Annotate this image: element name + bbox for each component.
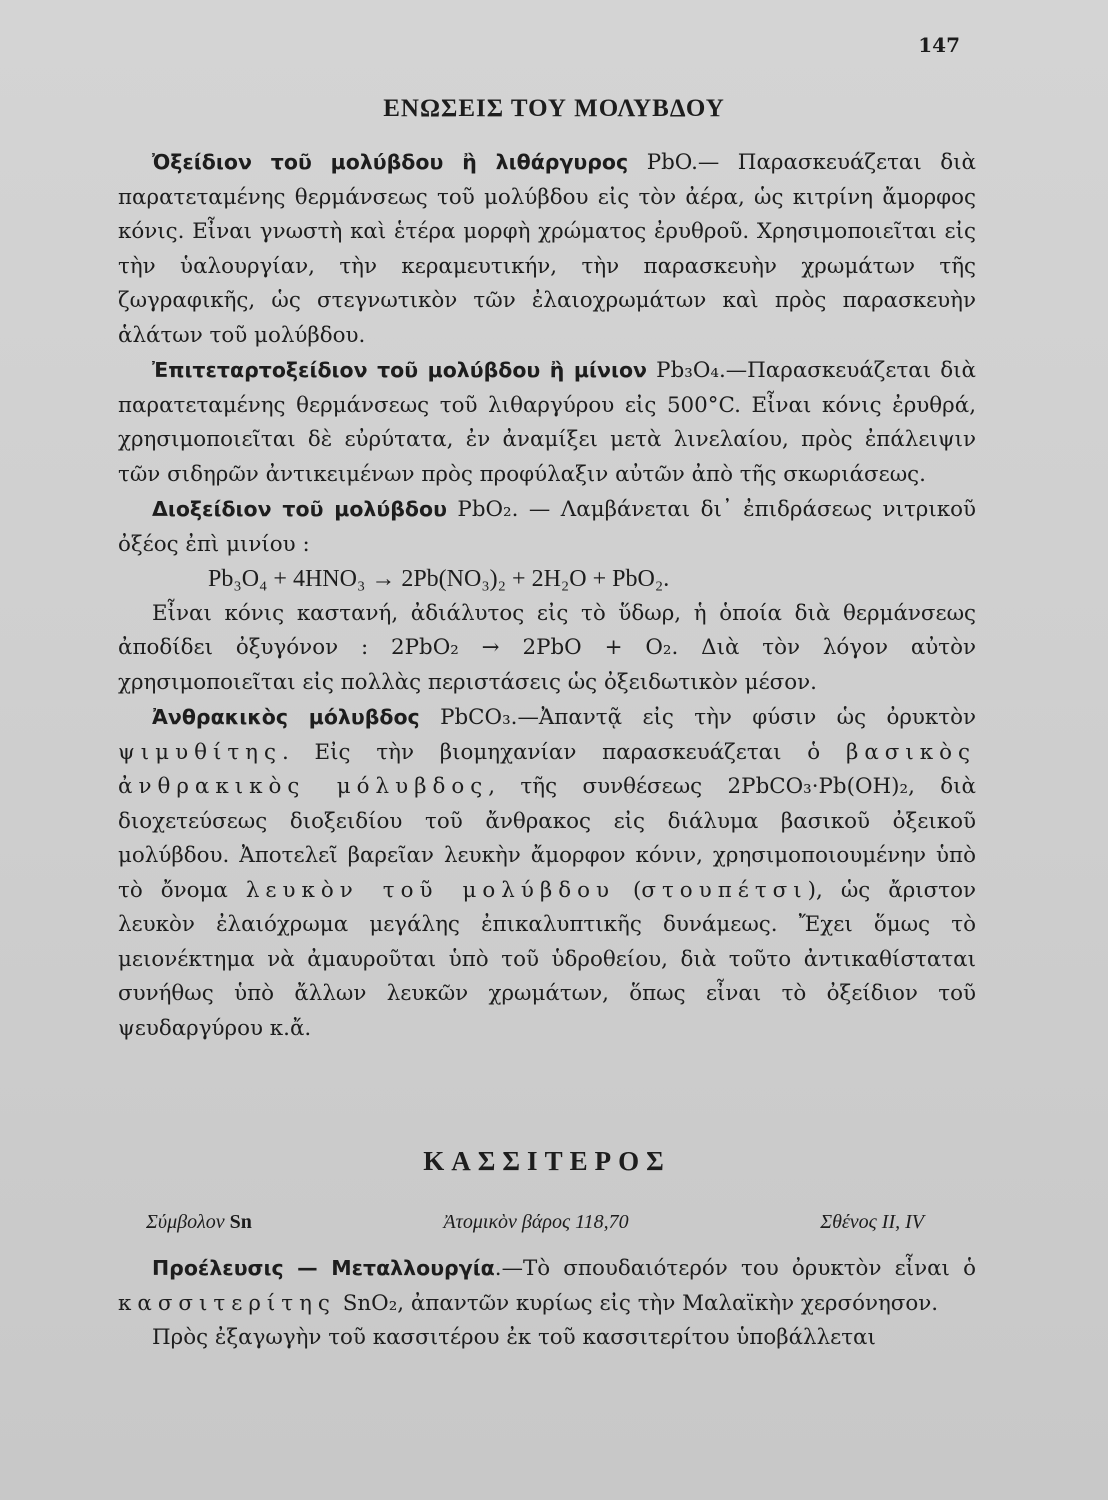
valence: Σθένος II, IV: [820, 1210, 924, 1233]
spaced-term: ψιμυθίτης: [118, 739, 282, 765]
paragraph-text: SnO₂, ἀπαντῶν κυρίως εἰς τὴν Μαλαϊκὴν χερσόνησον.: [335, 1290, 939, 1316]
page-number: 147: [918, 33, 960, 57]
paragraph-text: . Εἰς τὴν βιομηχανίαν παρασκευάζεται ὁ: [281, 739, 846, 765]
body-text: [118, 145, 976, 1046]
symbol-info: [146, 1205, 252, 1240]
paragraph-text: (: [615, 877, 642, 903]
paragraph-extraction: Πρὸς ἐξαγωγὴν τοῦ κασσιτέρου ἐκ τοῦ κασσιτερίτου ὑποβάλλεται: [152, 1325, 876, 1350]
chemical-equation: Pb₃O₄ + 4HNO₃ → 2Pb(NO₃)₂ + 2H₂O + PbO₂.: [208, 566, 670, 592]
spaced-term: λευκὸν τοῦ μολύβδου: [245, 877, 615, 903]
term-lead-carbonate: Ἀνθρακικὸς μόλυβδος: [152, 705, 420, 729]
section-heading: ΚΑΣΣΙΤΕΡΟΣ: [423, 1146, 671, 1176]
spaced-term: βασικὸς ἀνθρακικὸς μόλυβδος: [118, 739, 976, 799]
atomic-weight: Ἀτομικὸν βάρος 118,70: [443, 1210, 629, 1233]
element-properties: [118, 1205, 976, 1240]
spaced-term: κασσιτερίτης: [118, 1290, 336, 1316]
paragraph-litharge: [118, 145, 976, 353]
spaced-term: στουπέτσι: [641, 877, 808, 903]
tin-section: [118, 1144, 976, 1356]
term-origin: Προέλευσις — Μεταλλουργία: [152, 1256, 495, 1280]
symbol-value: Sn: [229, 1210, 252, 1233]
term-litharge: Ὀξείδιον τοῦ μολύβδου ἢ λιθάργυρος: [152, 150, 629, 174]
paragraph-lead-carbonate: [118, 700, 976, 1046]
paragraph-text: PbO.— Παρασκευάζεται διὰ παρατεταμένης θερμάνσεως τοῦ μολύβδου εἰς τὸν ἀέρα, ὡς κιτρίνη ἄμορφος κόνις. Εἶναι γνωστὴ καὶ ἑτέρα μορφὴ χρώματος ἐρυθροῦ. Χρησιμοποιεῖται εἰς τὴν ὑαλουργίαν, τὴν κεραμευτικήν, τὴν παρασκευὴν χρωμάτων τῆς ζωγραφικῆς, ὡς στεγνωτικὸν τῶν ἐλαιοχρωμάτων καὶ πρὸς παρασκευὴν ἁλάτων τοῦ μολύβδου.: [118, 150, 976, 348]
term-lead-dioxide: Διοξείδιον τοῦ μολύβδου: [152, 497, 447, 521]
paragraph-text: ), ὡς ἄριστον λευκὸν ἐλαιόχρωμα μεγάλης ἐπικαλυπτικῆς δυνάμεως. Ἔχει ὅμως τὸ μειονέκτημα νὰ ἀμαυροῦται ὑπὸ τοῦ ὑδροθείου, διὰ τοῦτο ἀντικαθίσταται συνήθως ὑπὸ ἄλλων λευκῶν χρωμάτων, ὅπως εἶναι τὸ ὀξείδιον τοῦ ψευδαργύρου κ.ἄ.: [118, 877, 976, 1041]
paragraph-text: PbO₂. — Λαμβάνεται δι᾽ ἐπιδράσεως νιτρικοῦ ὀξέος ἐπὶ μινίου :: [118, 497, 976, 557]
paragraph-text: PbCO₃.—Ἀπαντᾷ εἰς τὴν φύσιν ὡς ὀρυκτὸν: [419, 705, 976, 730]
paragraph-minium: [118, 353, 976, 492]
term-minium: Ἐπιτεταρτοξείδιον τοῦ μολύβδου ἢ μίνιον: [152, 358, 647, 382]
symbol-label: Σύμβολον: [146, 1210, 225, 1233]
chapter-heading: ΕΝΩΣΕΙΣ ΤΟΥ ΜΟΛΥΒΔΟΥ: [383, 95, 725, 122]
paragraph-lead-dioxide-properties: Εἶναι κόνις καστανή, ἀδιάλυτος εἰς τὸ ὕδωρ, ἡ ὁποία διὰ θερμάνσεως ἀποδίδει ὀξυγόνον : 2PbO₂ → 2PbO + O₂. Διὰ τὸν λόγον αὐτὸν χρησιμοποιεῖται εἰς πολλὰς περιστάσεις ὡς ὀξειδωτικὸν μέσον.: [118, 600, 976, 695]
paragraph-text: , τῆς συνθέσεως 2PbCO₃·Pb(OH)₂, διὰ διοχετεύσεως διοξειδίου τοῦ ἄνθρακος εἰς διάλυμα βασικοῦ ὀξεικοῦ μολύβδου. Ἀποτελεῖ βαρεῖαν λευκὴν ἄμορφον κόνιν, χρησιμοποιουμένην ὑπὸ τὸ ὄνομα: [118, 774, 977, 903]
paragraph-text: Pb₃O₄.—Παρασκευάζεται διὰ παρατεταμένης θερμάνσεως τοῦ λιθαργύρου εἰς 500°C. Εἶναι κόνις ἐρυθρά, χρησιμοποιεῖται δὲ εὐρύτατα, ἐν ἀναμίξει μετὰ λινελαίου, πρὸς ἐπάλειψιν τῶν σιδηρῶν ἀντικειμένων πρὸς προφύλαξιν αὐτῶν ἀπὸ τῆς σκωριάσεως.: [118, 358, 976, 487]
paragraph-text: .—Τὸ σπουδαιότερόν του ὀρυκτὸν εἶναι ὁ: [494, 1256, 976, 1281]
paragraph-lead-dioxide: [118, 492, 976, 562]
paragraph-origin: [118, 1251, 976, 1321]
